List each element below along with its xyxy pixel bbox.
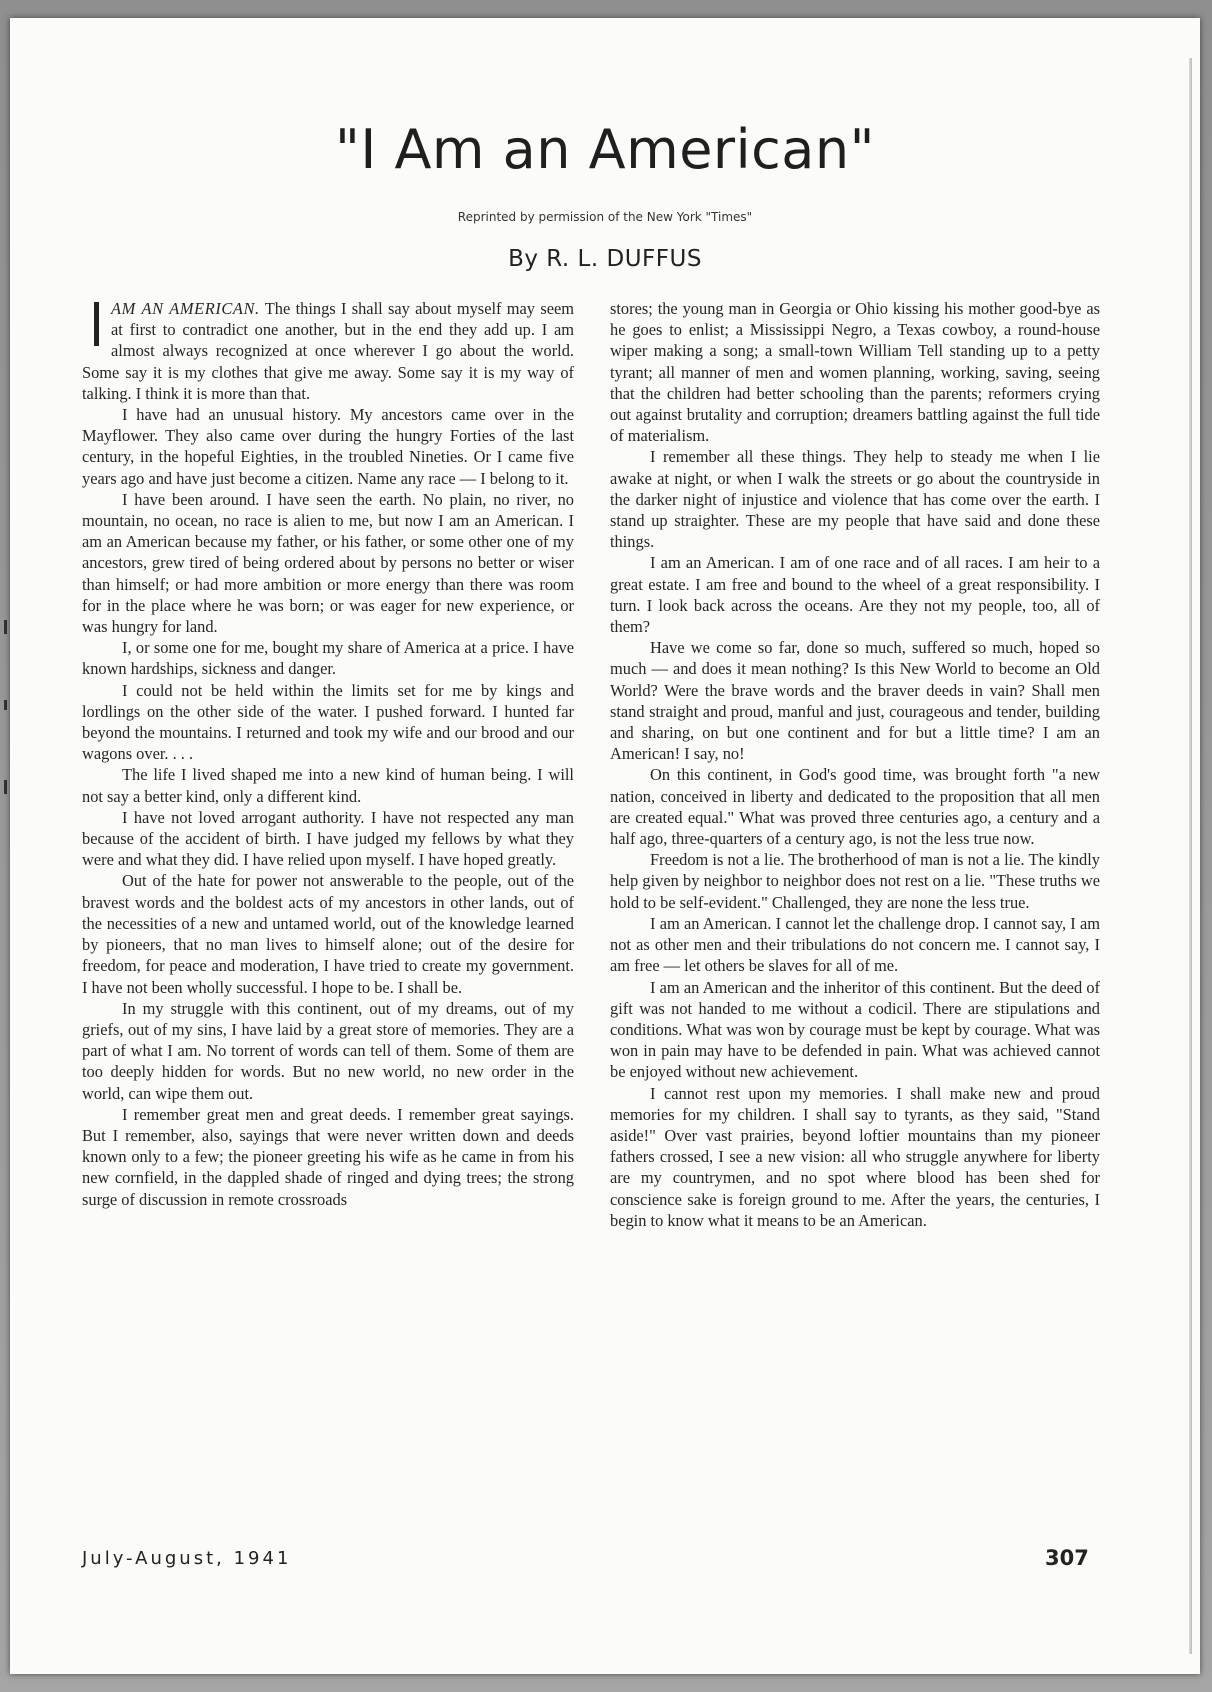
paragraph: I have had an unusual history. My ancestors came over in the Mayflower. They also came over during the hungry Forties of the last century, in the hopeful Eighties, in the troubled Nineties. Or I came five years ago and have just become a citizen. Name any race — I belong to it. <box>82 405 574 488</box>
left-column <box>82 298 574 1210</box>
paragraph: stores; the young man in Georgia or Ohio kissing his mother good-bye as he goes to enlist; a Mississippi Negro, a Texas cowboy, a round-house wiper making a song; a small-town William Tell standing up to a petty tyrant; all manner of men and women planning, working, saving, seeing that the children had better schooling than the parents; reformers crying out against brutality and corruption; dreamers battling against the full tide of materialism. <box>610 299 1100 446</box>
paragraph: Have we come so far, done so much, suffered so much, hoped so much — and does it mean nothing? Is this New World to become an Old World? Were the brave words and the braver deeds in vain? Shall men stand straight and proud, manful and just, courageous and tender, building and sharing, on but one continent and for but a little time? I am an American! I say, no! <box>610 638 1100 764</box>
paragraph: Out of the hate for power not answerable to the people, out of the bravest words and the boldest acts of my ancestors in other lands, out of the necessities of a new and untamed world, out of the knowledge learned by pioneers, that no man lives to himself alone; out of the desire for freedom, for peace and moderation, I have tried to create my government. I have not been wholly successful. I hope to be. I shall be. <box>82 871 574 997</box>
paragraph: On this continent, in God's good time, was brought forth "a new nation, conceived in liberty and dedicated to the proposition that all men are created equal." What was proved three centuries ago, a century and a half ago, three-quarters of a century ago, is not the less true now. <box>610 765 1100 849</box>
binding-mark <box>4 620 7 634</box>
paragraph: I am an American. I cannot let the challenge drop. I cannot say, I am not as other men and their tribulations do not concern me. I cannot say, I am free — let others be slaves for all of me. <box>610 913 1100 976</box>
paragraph: Freedom is not a lie. The brotherhood of man is not a lie. The kindly help given by neighbor to neighbor does not rest on a lie. "These truths we hold to be self-evident." Challenged, they are none the less true. <box>610 850 1100 912</box>
paragraph: I cannot rest upon my memories. I shall make new and proud memories for my children. I shall say to tyrants, as they said, "Stand aside!" Over vast prairies, beyond loftier mountains than my pioneer fathers crossed, I see a new vision: all who struggle anywhere for liberty are my countrymen, and no spot where blood has been shed for conscience sake is foreign ground to me. After the years, the centuries, I begin to know what it means to be an American. <box>610 1083 1100 1230</box>
paragraph: I remember great men and great deeds. I remember great sayings. But I remember, also, sayings that were never written down and deeds known only to a few; the pioneer greeting his wife as he came in from his new cornfield, in the dappled shade of ringed and dying trees; the strong surge of discussion in remote crossroads <box>82 1104 574 1209</box>
drop-cap-i <box>94 302 99 346</box>
paragraph: I have not loved arrogant authority. I have not respected any man because of the accident of birth. I have judged my fellows by what they were and what they did. I have relied upon myself. I have hoped greatly. <box>82 807 574 870</box>
byline: By R. L. DUFFUS <box>508 246 702 272</box>
document-page <box>10 18 1200 1674</box>
binding-mark <box>4 780 7 794</box>
paragraph: In my struggle with this continent, out of my dreams, out of my griefs, out of my sins, I have laid by a great store of memories. They are a part of what I am. No torrent of words can tell of them. Some of them are too deeply hidden for words. But no new world, no new order in the world, can wipe them out. <box>82 998 574 1103</box>
paragraph: I, or some one for me, bought my share of America at a price. I have known hardships, sickness and danger. <box>82 638 574 679</box>
paragraph: The life I lived shaped me into a new kind of human being. I will not say a better kind, only a different kind. <box>82 765 574 806</box>
right-column <box>610 298 1100 1231</box>
paragraph: I could not be held within the limits set for me by kings and lordlings on the other side of the water. I pushed forward. I hunted far beyond the mountains. I returned and took my wife and our brood and our wagons over. . . . <box>82 680 574 764</box>
paragraph: I have been around. I have seen the earth. No plain, no river, no mountain, no ocean, no race is alien to me, but now I am an American. I am an American because my father, or his father, or some other one of my ancestors, grew tired of being ordered about by persons no better or wiser than himself; or had more ambition or more energy than there was room for in the place where he was born; or was eager for new experience, or was hungry for land. <box>82 489 574 637</box>
binding-mark <box>4 700 7 710</box>
page-number: 307 <box>1045 1546 1089 1570</box>
paragraph-text: The things I shall say about myself may seem at first to contradict one another, but in the end they add up. I am almost always recognized at once wherever I go about the world. Some say it is my clothes that give me away. Some say it is my way of talking. I think it is more than that. <box>82 299 574 403</box>
reprint-notice: Reprinted by permission of the New York "Times" <box>457 210 753 224</box>
paragraph: I am an American. I am of one race and of all races. I am heir to a great estate. I am free and bound to the wheel of a great responsibility. I turn. I look back across the oceans. Are they not my people, too, all of them? <box>610 553 1100 637</box>
issue-date: July-August, 1941 <box>82 1548 292 1569</box>
paragraph <box>82 298 574 404</box>
lead-caps: AM AN AMERICAN. <box>111 299 260 318</box>
paragraph: I am an American and the inheritor of this continent. But the deed of gift was not handed to me without a codicil. There are stipulations and conditions. What was won by courage must be kept by courage. What was won in pain may have to be defended in pain. What was achieved cannot be enjoyed without new achievement. <box>610 977 1100 1082</box>
article-title: "I Am an American" <box>335 118 875 181</box>
page-edge <box>1189 58 1192 1654</box>
paragraph: I remember all these things. They help to steady me when I lie awake at night, or when I walk the streets or go about the countryside in the darker night of injustice and violence that has come over the earth. I stand up straighter. These are my people that have said and done these things. <box>610 447 1100 552</box>
